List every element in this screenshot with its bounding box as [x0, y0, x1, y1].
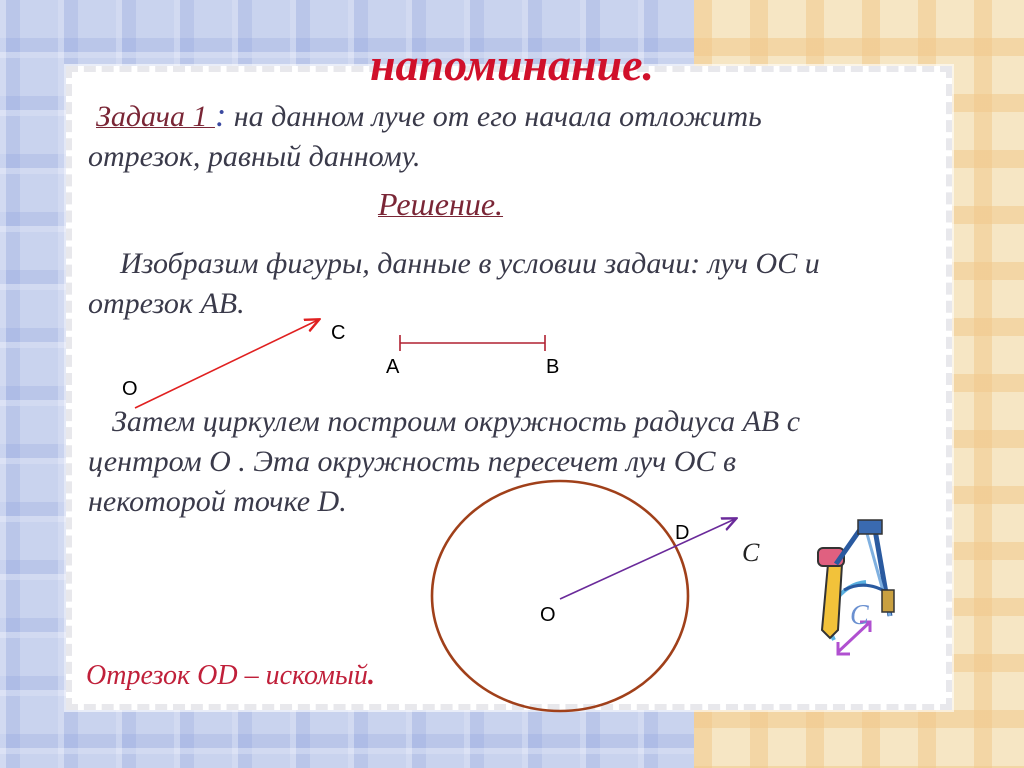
- answer-dot: .: [367, 660, 375, 691]
- segment-ab: [400, 335, 545, 351]
- step1-line2: отрезок АВ.: [88, 287, 245, 320]
- task-text-line1: на данном луче от его начала отложить: [226, 100, 762, 133]
- ray-oc: [135, 320, 318, 408]
- compass-c-label: C: [850, 600, 869, 631]
- step2-line1: Затем циркулем построим окружность радиуса АВ с: [112, 405, 801, 438]
- point-label-c1: C: [331, 322, 346, 344]
- point-label-o1: O: [122, 378, 138, 400]
- step2-line3: некоторой точке D.: [88, 485, 347, 518]
- point-label-b: B: [546, 356, 560, 378]
- solution-heading: Решение.: [378, 186, 504, 222]
- task-label: Задача 1: [96, 100, 215, 133]
- step2-line2: центром О . Эта окружность пересечет луч ОС в: [88, 445, 737, 478]
- task-text-line2: отрезок, равный данному.: [88, 140, 421, 173]
- answer-text: [86, 660, 375, 692]
- page-title: напоминание.: [369, 39, 655, 90]
- point-label-o2: O: [540, 604, 556, 626]
- step1-line1: Изобразим фигуры, данные в условии задачи: луч ОС и: [120, 247, 820, 280]
- point-label-d: D: [675, 522, 690, 544]
- task-colon: :: [214, 97, 227, 134]
- ray-od: [560, 519, 735, 599]
- point-label-c2: C: [742, 538, 760, 567]
- answer-main: Отрезок OD – искомый: [86, 660, 368, 691]
- point-label-a: A: [386, 356, 400, 378]
- construction-circle: [432, 481, 688, 711]
- compass-icon: [818, 520, 894, 654]
